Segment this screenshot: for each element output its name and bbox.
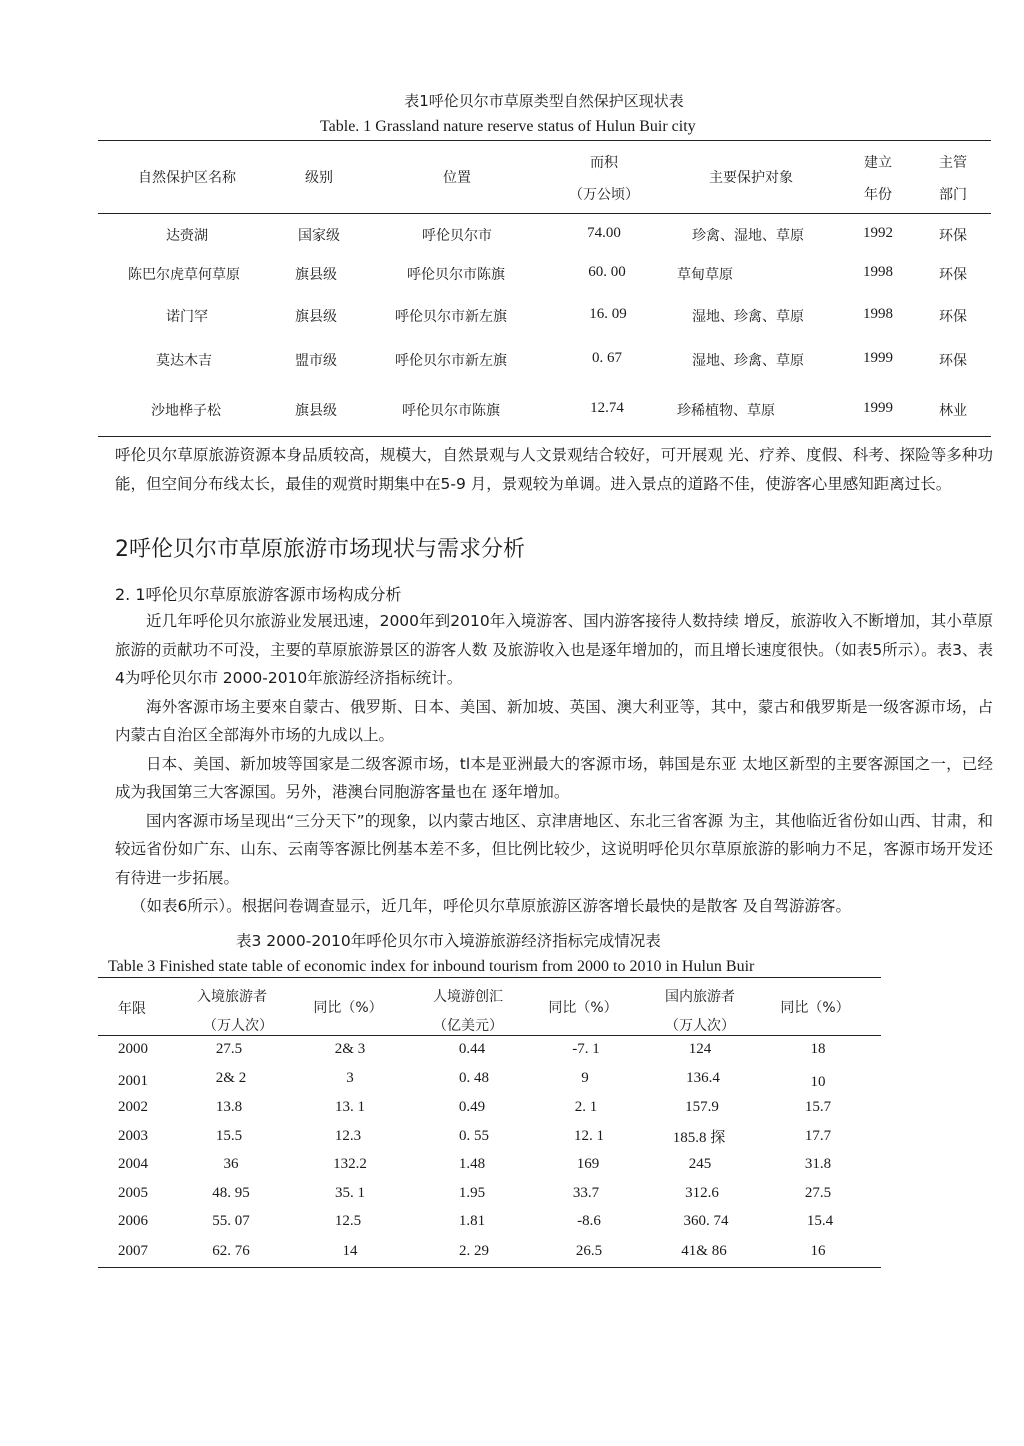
paragraph-growth: 近几年呼伦贝尔旅游业发展迅速，2000年到2010年入境游客、国内游客接待人数持续 增反，旅游收入不断增加，其小草原旅游的贡献功不可没，主要的草原旅游景区的游客人数 及旅游收入也是逐年增加的，而且增长速度很快。（如表5所示）。表3、表4为呼伦贝尔市 2000-2010年旅游经济指标统计。 bbox=[115, 612, 993, 687]
row-yoy-inbound: 14 bbox=[342, 1243, 358, 1259]
row-yoy-domestic: 16 bbox=[810, 1243, 826, 1259]
row-yoy-inbound: 13. 1 bbox=[335, 1099, 365, 1115]
row-inbound: 15.5 bbox=[215, 1128, 243, 1144]
row-inbound: 55. 07 bbox=[212, 1213, 250, 1229]
header-location: 位置 bbox=[443, 170, 471, 186]
row-yoy-forex: 2. 1 bbox=[574, 1099, 598, 1115]
row-yoy-forex: -8.6 bbox=[577, 1213, 601, 1229]
reserve-dept: 环保 bbox=[939, 309, 967, 325]
header-domestic-unit: （万人次） bbox=[665, 1018, 735, 1034]
reserve-year: 1998 bbox=[863, 264, 893, 280]
reserve-dept: 环保 bbox=[939, 353, 967, 369]
row-yoy-forex: 9 bbox=[581, 1070, 589, 1086]
header-year: 年限 bbox=[118, 1001, 146, 1017]
reserve-area: 16. 09 bbox=[589, 306, 627, 322]
reserve-area: 0. 67 bbox=[592, 350, 622, 366]
table1-bottom-rule bbox=[98, 436, 991, 437]
reserve-area: 12.74 bbox=[590, 400, 624, 416]
reserve-level: 旗县级 bbox=[295, 403, 337, 419]
row-year: 2007 bbox=[118, 1243, 148, 1259]
row-forex: 0.49 bbox=[458, 1099, 486, 1115]
row-year: 2003 bbox=[118, 1128, 148, 1144]
reserve-area: 74.00 bbox=[587, 225, 621, 241]
table1-caption-en: Table. 1 Grassland nature reserve status of Hulun Buir city bbox=[320, 118, 696, 135]
row-forex: 1.48 bbox=[458, 1156, 486, 1172]
reserve-name: 莫达木吉 bbox=[156, 353, 212, 369]
row-inbound: 36 bbox=[223, 1156, 239, 1172]
subsection-heading: 2. 1呼伦贝尔草原旅游客源市场构成分析 bbox=[115, 585, 402, 604]
paragraph-overseas: 海外客源市场主要來自蒙古、俄罗斯、日本、美国、新加坡、英国、澳大利亚等，其中，蒙古和俄罗斯是一级客源市场，占内蒙古自治区全部海外市场的九成以上。 bbox=[115, 697, 993, 744]
reserve-target: 草甸草原 bbox=[677, 267, 733, 283]
paragraph-resources: 呼伦贝尔草原旅游资源本身品质较高，规模大，自然景观与人文景观结合较好，可开展观 光、疗养、度假、科考、探险等多种功能，但空间分布线太长，最佳的观赏时期集中在5-9 月，景观较为单调。进入景点的道路不佳，使游客心里感知距离过长。 bbox=[115, 446, 993, 493]
reserve-year: 1999 bbox=[863, 400, 893, 416]
header-inbound-unit: （万人次） bbox=[203, 1018, 273, 1034]
reserve-target: 湿地、珍禽、草原 bbox=[692, 309, 804, 325]
row-inbound: 13.8 bbox=[215, 1099, 243, 1115]
row-domestic: 157.9 bbox=[685, 1099, 719, 1115]
header-domestic-tourists: 国内旅游者 bbox=[665, 989, 735, 1005]
header-forex-unit: （亿美元） bbox=[433, 1018, 503, 1034]
paragraph-domestic: 国内客源市场呈现出“三分天下”的现象，以内蒙古地区、京津唐地区、东北三省客源 为主，其他临近省份如山西、甘肃，和较远省份如广东、山东、云南等客源比例基本差不多，但比例比较少，这说明呼伦贝尔草原旅游的影响力不足，客源市场开发还有待进一步拓展。 bbox=[115, 811, 993, 887]
header-protection-target: 主要保护对象 bbox=[709, 170, 793, 186]
row-yoy-domestic: 15.7 bbox=[804, 1099, 832, 1115]
row-forex: 2. 29 bbox=[459, 1243, 489, 1259]
header-dept-2: 部门 bbox=[939, 187, 967, 203]
reserve-year: 1998 bbox=[863, 306, 893, 322]
header-forex: 人境游创汇 bbox=[433, 989, 503, 1005]
row-inbound: 62. 76 bbox=[212, 1243, 250, 1259]
section-heading: 2呼伦贝尔市草原旅游市场现状与需求分析 bbox=[115, 537, 525, 562]
reserve-dept: 环保 bbox=[939, 267, 967, 283]
row-domestic: 245 bbox=[688, 1156, 712, 1172]
row-yoy-inbound: 3 bbox=[346, 1070, 354, 1086]
reserve-level: 盟市级 bbox=[295, 353, 337, 369]
row-yoy-inbound: 132.2 bbox=[333, 1156, 367, 1172]
table1-caption-cn: 表1呼伦贝尔市草原类型自然保护区现状表 bbox=[404, 92, 684, 110]
header-year: 建立 bbox=[864, 155, 892, 171]
reserve-name: 达赍湖 bbox=[166, 228, 208, 244]
reserve-name: 诺门罕 bbox=[166, 309, 208, 325]
row-yoy-domestic: 27.5 bbox=[804, 1185, 832, 1201]
header-dept: 主管 bbox=[939, 155, 967, 171]
reserve-target: 湿地、珍禽、草原 bbox=[692, 353, 804, 369]
row-yoy-domestic: 15.4 bbox=[806, 1213, 834, 1229]
row-year: 2002 bbox=[118, 1099, 148, 1115]
header-year-2: 年份 bbox=[864, 187, 892, 203]
row-forex: 1.81 bbox=[458, 1213, 486, 1229]
header-yoy-inbound: 同比（%） bbox=[313, 1000, 383, 1016]
row-year: 2001 bbox=[118, 1073, 148, 1089]
row-domestic: 360. 74 bbox=[683, 1213, 729, 1229]
row-yoy-inbound: 2& 3 bbox=[334, 1041, 366, 1057]
header-area-unit: （万公顷） bbox=[569, 187, 639, 203]
header-inbound-tourists: 入境旅游者 bbox=[197, 989, 267, 1005]
reserve-year: 1992 bbox=[863, 225, 893, 241]
table3-caption-en: Table 3 Finished state table of economic index for inbound tourism from 2000 to 2010 in Hulun Buir bbox=[108, 958, 755, 975]
table1-header-rule bbox=[98, 213, 991, 214]
row-domestic: 124 bbox=[688, 1041, 712, 1057]
header-level: 级别 bbox=[305, 170, 333, 186]
row-yoy-forex: 169 bbox=[576, 1156, 600, 1172]
row-yoy-forex: 33.7 bbox=[572, 1185, 600, 1201]
header-area: 而积 bbox=[590, 155, 618, 171]
row-inbound: 27.5 bbox=[215, 1041, 243, 1057]
reserve-name: 陈巴尔虎草何草原 bbox=[128, 267, 240, 283]
row-yoy-domestic: 17.7 bbox=[804, 1128, 832, 1144]
row-forex: 1.95 bbox=[458, 1185, 486, 1201]
reserve-target: 珍禽、湿地、草原 bbox=[692, 228, 804, 244]
row-yoy-inbound: 35. 1 bbox=[335, 1185, 365, 1201]
table3-top-rule bbox=[98, 977, 881, 978]
row-yoy-inbound: 12.5 bbox=[334, 1213, 362, 1229]
row-yoy-domestic: 18 bbox=[810, 1041, 826, 1057]
body-paragraphs bbox=[115, 607, 993, 921]
row-year: 2005 bbox=[118, 1185, 148, 1201]
row-yoy-forex: 26.5 bbox=[575, 1243, 603, 1259]
reserve-level: 国家级 bbox=[298, 228, 340, 244]
reserve-location: 呼伦贝尔市新左旗 bbox=[395, 353, 507, 369]
row-domestic: 41& 86 bbox=[681, 1243, 727, 1259]
row-domestic: 185.8 探 bbox=[672, 1130, 726, 1146]
header-yoy-domestic: 同比（%） bbox=[780, 1000, 850, 1016]
reserve-location: 呼伦贝尔市陈旗 bbox=[402, 403, 500, 419]
row-yoy-forex: 12. 1 bbox=[574, 1128, 604, 1144]
row-forex: 0. 55 bbox=[459, 1128, 489, 1144]
header-yoy-forex: 同比（%） bbox=[548, 1000, 618, 1016]
row-yoy-domestic: 10 bbox=[810, 1074, 826, 1090]
reserve-location: 呼伦贝尔市 bbox=[422, 228, 492, 244]
row-yoy-inbound: 12.3 bbox=[334, 1128, 362, 1144]
reserve-location: 呼伦贝尔市陈旗 bbox=[407, 267, 505, 283]
row-inbound: 2& 2 bbox=[215, 1070, 247, 1086]
reserve-name: 沙地桦子松 bbox=[151, 403, 221, 419]
paragraph-secondary-markets: 日本、美国、新加坡等国家是二级客源市场，tl本是亚洲最大的客源市场，韩国是东亚 太地区新型的主要客源国之一，已经成为我国第三大客源国。另外，港澳台同胞游客量也在 逐年增加。 bbox=[115, 754, 993, 801]
reserve-area: 60. 00 bbox=[588, 264, 626, 280]
paragraph-survey: （如表6所示）。根据问卷调查显示，近几年，呼伦贝尔草原旅游区游客增长最快的是散客 及自驾游游客。 bbox=[131, 897, 852, 915]
row-domestic: 136.4 bbox=[686, 1070, 720, 1086]
row-domestic: 312.6 bbox=[685, 1185, 719, 1201]
row-year: 2006 bbox=[118, 1213, 148, 1229]
reserve-dept: 环保 bbox=[939, 228, 967, 244]
row-year: 2000 bbox=[118, 1041, 148, 1057]
row-forex: 0.44 bbox=[458, 1041, 486, 1057]
table3-header-rule bbox=[98, 1035, 881, 1036]
table1-top-rule bbox=[98, 140, 991, 141]
reserve-year: 1999 bbox=[863, 350, 893, 366]
row-year: 2004 bbox=[118, 1156, 148, 1172]
reserve-dept: 林业 bbox=[939, 403, 967, 419]
row-yoy-domestic: 31.8 bbox=[804, 1156, 832, 1172]
row-inbound: 48. 95 bbox=[212, 1185, 250, 1201]
reserve-level: 旗县级 bbox=[295, 267, 337, 283]
reserve-location: 呼伦贝尔市新左旗 bbox=[395, 309, 507, 325]
row-yoy-forex: -7. 1 bbox=[572, 1041, 600, 1057]
reserve-target: 珍稀植物、草原 bbox=[677, 403, 775, 419]
header-reserve-name: 自然保护区名称 bbox=[138, 170, 236, 186]
table3-caption-cn: 表3 2000-2010年呼伦贝尔市入境游旅游经济指标完成情况表 bbox=[236, 932, 661, 950]
reserve-level: 旗县级 bbox=[295, 309, 337, 325]
table3-bottom-rule bbox=[98, 1267, 881, 1268]
row-forex: 0. 48 bbox=[459, 1070, 489, 1086]
